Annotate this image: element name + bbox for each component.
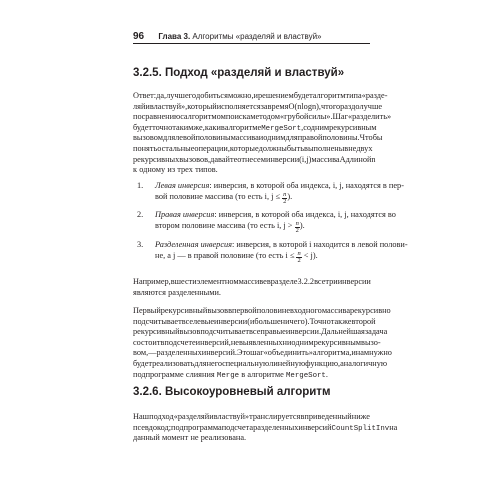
fraction-n-over-2: $\frac{n}{2}$: [297, 249, 301, 264]
section-heading-326: 3.2.6. Высокоуровневый алгоритм: [133, 386, 331, 398]
text-line: будет реализовать для него специальную линейную функцию, аналогичную: [133, 359, 388, 368]
text-line: Например, в шестиэлементном массиве в разделе 3.2.2 все три инверсии: [133, 277, 371, 286]
list-item-text: ).: [299, 220, 305, 230]
list-item-line-1: [155, 181, 404, 191]
page-number: 96: [133, 31, 145, 42]
text-line: рекурсивный вызов подсчитывает все правые инверсии. Дальнейшая задача: [133, 327, 388, 337]
text-line: к одному из трех типов.: [133, 165, 218, 175]
list-item-text: : инверсия, в которой i находится в левой полови-: [232, 240, 408, 249]
list-item-line-1: [155, 240, 408, 250]
list-item-line-2: [155, 192, 370, 206]
list-item-text: : инверсия, в которой оба индекса, i, j, находятся в пер-: [209, 181, 404, 190]
text-line: являются разделенными.: [133, 287, 221, 297]
text-line: Первый рекурсивный вызов в первой половине входного массива рекурсивно: [133, 306, 391, 315]
fraction-n-over-2: $\frac{n}{2}$: [295, 219, 299, 234]
text-line: подсчитывает все левые инверсии (и больше ничего). Точно так же второй: [133, 316, 376, 326]
list-item-line-2: [155, 221, 370, 235]
list-item-text: ).: [287, 191, 293, 201]
list-marker: 3.: [137, 240, 144, 249]
list-term: Разделенная инверсия: [155, 240, 233, 249]
list-item-line-2: [155, 251, 370, 265]
text-line: псевдокод; подпрограмма подсчета разделенных инверсий CountSplitInv на: [133, 422, 398, 433]
text-line: по сравнению с алгоритмом поиска методом «грубой силы». Шаг «разделить»: [133, 112, 392, 122]
text-line: рекурсивных вызовов, давайте отнесем инверсии (i, j) массива A длиной n: [133, 154, 376, 164]
text-line: понять остальные операции, которые должны быть выполнены вне двух: [133, 144, 373, 153]
text-line: Наш подход «разделяй и властвуй» транслируется в приведенный ниже: [133, 412, 370, 421]
list-marker: 1.: [137, 181, 144, 190]
text-line: данный момент не реализована.: [133, 433, 247, 443]
section-heading-325: 3.2.5. Подход «разделяй и властвуй»: [133, 67, 345, 79]
list-term: Левая инверсия: [155, 181, 210, 190]
text-line: состоит в подсчете инверсий, не выявленных ни одним рекурсивным вызо-: [133, 337, 381, 347]
text-line: Ответ: да, лучшего добиться можно, и решением будет алгоритм типа «разде-: [133, 91, 388, 100]
list-item-line-1: [155, 210, 396, 220]
list-marker: 2.: [137, 210, 144, 219]
text-line: ляй и властвуй», который исполняется за время O(n log n), что гораздо лучше: [133, 101, 383, 111]
chapter-title: Алгоритмы «разделяй и властвуй»: [192, 32, 322, 41]
text-line: подпрограмме слияния Merge в алгоритме MergeSort.: [133, 369, 328, 380]
list-term: Правая инверсия: [155, 210, 215, 219]
text-line: будет точно таким же, как и в алгоритме MergeSort, с одним рекурсивным: [133, 122, 377, 133]
list-item-text: втором половине массива (то есть i, j >: [155, 220, 295, 230]
text-line: вом, — разделенных инверсий. Это шаг «объединить» алгоритма, и нам нужно: [133, 348, 392, 358]
list-item-text: : инверсия, в которой оба индекса, i, j, находятся во: [214, 210, 396, 219]
fraction-n-over-2: $\frac{n}{2}$: [283, 190, 287, 205]
list-item-text: < j).: [301, 250, 318, 260]
text-line: вызовом для левой половины массива и одним для правой половины. Чтобы: [133, 133, 383, 143]
running-header: [133, 30, 370, 44]
chapter-label: Глава 3.: [158, 32, 191, 41]
list-item-text: вой половине массива (то есть i, j ≤: [155, 191, 283, 201]
list-item-text: не, а j — в правой половине (то есть i ≤: [155, 250, 297, 260]
